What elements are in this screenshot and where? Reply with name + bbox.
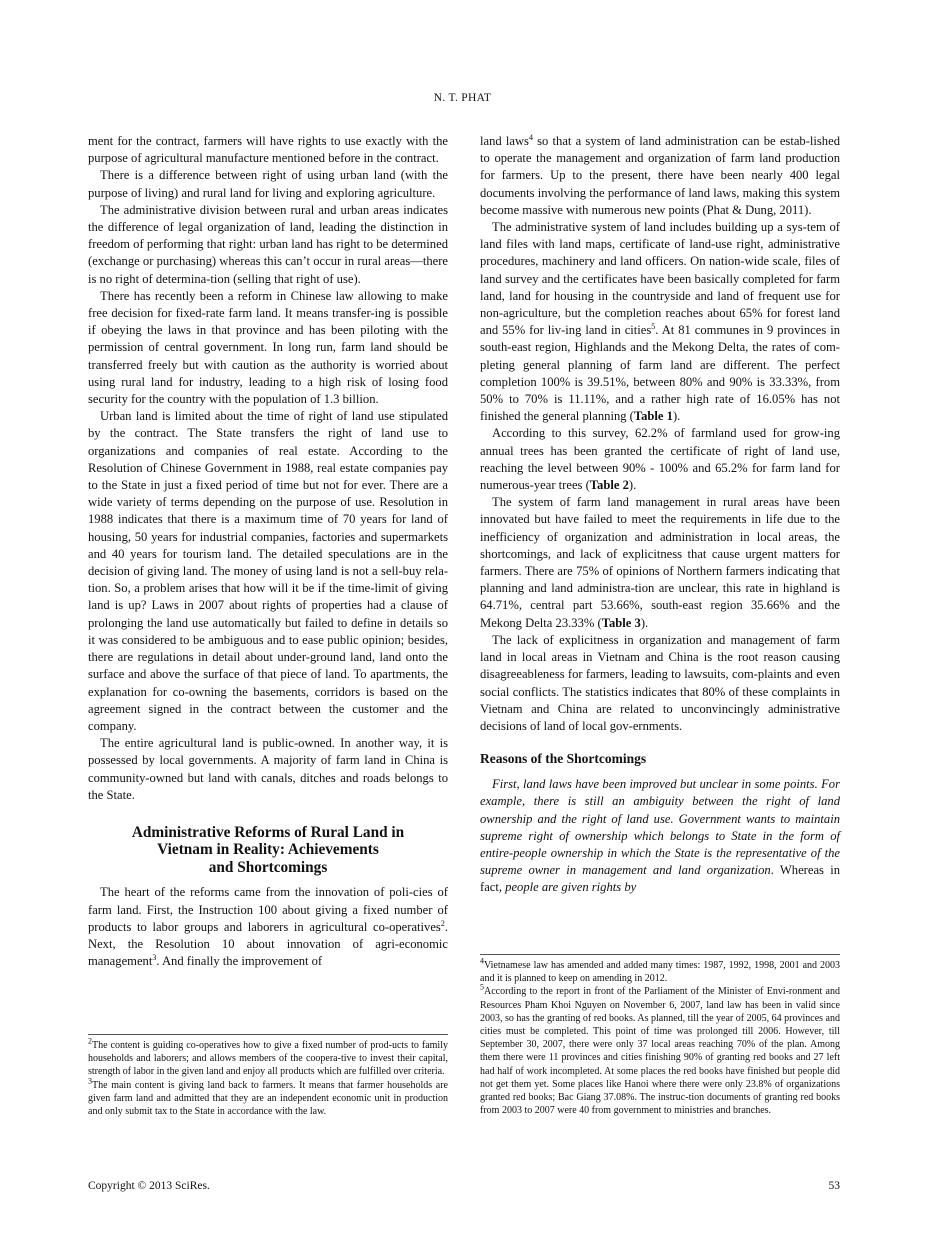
paragraph	[480, 494, 840, 632]
text-run: The system of farm land management in rural areas have been innovated but have failed to meet the requirements in life due to the inefficiency of organization and administration in local areas, the shortcomings, and lack of explicitness that cause urgent matters for farmers. There are 75% of opinions of Northern farmers indicating that planning and land administra-tion are unclear, this rate in highland is 64.71%, central part 53.66%, south-east region 35.66% and the Mekong Delta 23.33% (	[480, 495, 840, 630]
footnote-mark: 4	[480, 956, 484, 966]
footnotes-right	[480, 954, 840, 1117]
text-run: land laws	[480, 134, 529, 148]
paragraph	[480, 133, 840, 219]
text-run: The administrative system of land includes building up a sys-tem of land files with land maps, certificate of land-use right, administrative procedures, machinery and land officers. On nation-wide scale, files of land survey and the certificates have been basically completed for farm land, land for housing in the countryside and land of frequent use for non-agriculture, but the completion reaches about 65% for forest land and 55% for liv-ing land in cities	[480, 220, 840, 338]
paragraph: The lack of explicitness in organization and management of farm land in local areas in Vietnam and China is the root reason causing disagreeableness for farmers, leading to lawsuits, com-plaints and even social conflicts. The statistics indicates that 80% of these complaints in Vietnam and China are related to unconvincingly administrative decisions of land of local gov-ernments.	[480, 632, 840, 733]
paragraph: There is a difference between right of using urban land (with the purpose of living) and rural land for living and exploring agriculture.	[88, 168, 448, 200]
footnote	[88, 1076, 448, 1119]
paragraph	[480, 776, 840, 896]
footnote-text: According to the report in front of the Parliament of the Minister of Envi-ronment and Resources Pham Khoi Nguyen on November 6, 2007, land law has been in valid since 2003, so has the granting of red books. As planned, till the year of 2005, 64 provinces and cities must be completed. This point of time was prolonged till 2006. However, till September 30, 2007, there were only 37 local areas reaching 70% of the plan. Among them there were 11 provinces and cities finishing 90% of granting red books and 27 left had half of work incompleted. At some places the red books have finished but people did not get them yet. Some places like Hanoi where there were only 23.8% of organizations granted red books; Bac Giang 37.08%. The instruc-tion documents of granting red books from 2003 to 2007 were 40 from government to ministries and branches.	[480, 986, 840, 1117]
footnote-text: Vietnamese law has amended and added many times: 1987, 1992, 1998, 2001 and 2003 and it is planned to keep on amending in 2012.	[480, 960, 840, 985]
text-run: . And finally the improvement of	[156, 954, 323, 969]
footnotes-left	[88, 1034, 448, 1118]
text-run: so that a system of land administration can be estab-lished to operate the management and organization of farm land production for farmers. Up to the present, there have been nearly 400 legal documents involving the performance of land laws, making this system become massive with numerous new points (Phat & Dung, 2011).	[480, 134, 840, 217]
text-run: ).	[640, 615, 649, 630]
page-footer	[88, 1180, 840, 1192]
footnote	[480, 985, 840, 1117]
copyright-text: Copyright © 2013 SciRes.	[88, 1180, 210, 1192]
text-run: . At 81 communes in 9 provinces in south-east region, Highlands and the Mekong Delta, the rates of com-pleting general planning of farm land are different. The perfect completion 100% is 39.51%, between 80% and 90% is 33.33%, from 50% to 70% is 11.11%, and a rather high rate of 16.05% has not finished the general planning (	[480, 323, 841, 424]
paragraph: Urban land is limited about the time of right of land use stipulated by the contract. The State transfers the right of land use to organizations and companies of real estate. According to the Resolution of Chinese Government in 1988, real estate companies pay to the State in just a fixed period of time but not for ever. There are a wide variety of terms depending on the purpose of use. Resolution in 1988 indicates that there is a maximum time of 70 years for land of housing, 50 years for industrial companies, factories and supermarkets and 40 years for tourism land. The detailed speculations are in the decision of giving land. The money of using land is not a sell-buy rela-tion. So, a problem arises that how will it be if the time-limit of giving land is up? Laws in 2007 about rights of properties had a clause of prolonging the land use automatically but failed to define in details so it was considered to be ambiguous and to ease public opinion; besides, there are regulations in detail about under-ground land, land onto the surface and above the surface of that piece of land. To apartments, the explanation for co-owning the basements, corridors is based on the agreement signed in the contract between the customer and the company.	[88, 409, 448, 733]
text-run: According to this survey, 62.2% of farmland used for grow-ing annual trees has been granted the certificate of right of land use, reaching the level between 90% - 100% and 65.2% for farm land for numerous-year trees (	[480, 426, 840, 493]
footnote-ref[interactable]: 5	[651, 322, 656, 332]
page-number: 53	[828, 1180, 840, 1192]
subsection-heading: Reasons of the Shortcomings	[480, 751, 647, 767]
footnote-ref[interactable]: 3	[152, 953, 157, 963]
paragraph: The administrative division between rural and urban areas indicates the difference of legal organization of land, leading the distinction in freedom of performing that right: urban land has right to be determined (exchange or purchasing) whereas this can’t occur in rural areas—there is no right of determina-tion (selling that right of use).	[88, 202, 448, 286]
right-column	[480, 133, 840, 897]
text-run: ).	[628, 478, 637, 493]
footnote-ref[interactable]: 2	[440, 918, 445, 928]
table-ref-link[interactable]: Table 1	[633, 409, 673, 424]
text-run: . Whereas in fact	[480, 863, 841, 895]
footnote	[88, 1036, 448, 1079]
table-ref-link[interactable]: Table 2	[589, 478, 629, 493]
section-title	[88, 824, 448, 877]
paragraph: ment for the contract, farmers will have rights to use exactly with the purpose of agricultural manufacture mentioned before in the contract.	[88, 134, 448, 166]
footnote-mark: 3	[88, 1076, 92, 1086]
paragraph	[480, 425, 840, 494]
text-run: . Next, the Resolution 10 about innovation of agri-economic management	[88, 919, 448, 969]
left-column	[88, 133, 448, 970]
footnote-text: The main content is giving land back to farmers. It means that farmer households are given farm land and admitted that they are an independent economic unit in production and only submit tax to the State in accordance with the law.	[88, 1079, 448, 1118]
footnote	[480, 956, 840, 985]
section-title-line: Vietnam in Reality: Achievements	[157, 841, 379, 859]
section-title-line: and Shortcomings	[208, 858, 328, 876]
paragraph	[480, 219, 840, 425]
text-run: First, land laws have been improved but unclear in some points. For example, there is still an ambiguity between the right of land ownership and the right of land use. Government wants to maintain supreme right of ownership which belongs to State in the form of entire-people ownership in which the State is the representative of the supreme owner in management and land organization	[480, 777, 840, 878]
paragraph: There has recently been a reform in Chinese law allowing to make free decision for fixed-rate farm land. It means transfer-ing is possible if obeying the laws in that province and has been piloting with the permission of central government. In long run, farm land should be transferred freely but with caution as the authority is worried about using rural land for industry, leading to a high risk of losing food security for the country with the population of 1.3 billion.	[88, 288, 448, 407]
footnote-text: The content is guiding co-operatives how to give a fixed number of prod-ucts to family households and laborers; and allows members of the coopera-tive to invest their capital, strength of labor in the given land and enjoy all products which are fulfilled over criteria.	[88, 1040, 448, 1078]
footnote-mark: 5	[480, 983, 484, 993]
section-title-line: Administrative Reforms of Rural Land in	[131, 823, 405, 841]
text-run: ).	[672, 409, 681, 424]
footnote-mark: 2	[88, 1036, 92, 1046]
running-header: N. T. PHAT	[433, 92, 492, 104]
footnote-ref[interactable]: 4	[528, 132, 533, 142]
paragraph	[88, 884, 448, 970]
text-run: , people are given rights by	[498, 880, 637, 895]
paragraph: The entire agricultural land is public-owned. In another way, it is possessed by local governments. A majority of farm land in China is community-owned but land with canals, ditches and roads belongs to the State.	[88, 736, 448, 802]
table-ref-link[interactable]: Table 3	[601, 615, 641, 630]
text-run: The heart of the reforms came from the innovation of poli-cies of farm land. First, the Instruction 100 about giving a fixed number of products to labor groups and laborers in agricultural co-operatives	[88, 885, 448, 934]
